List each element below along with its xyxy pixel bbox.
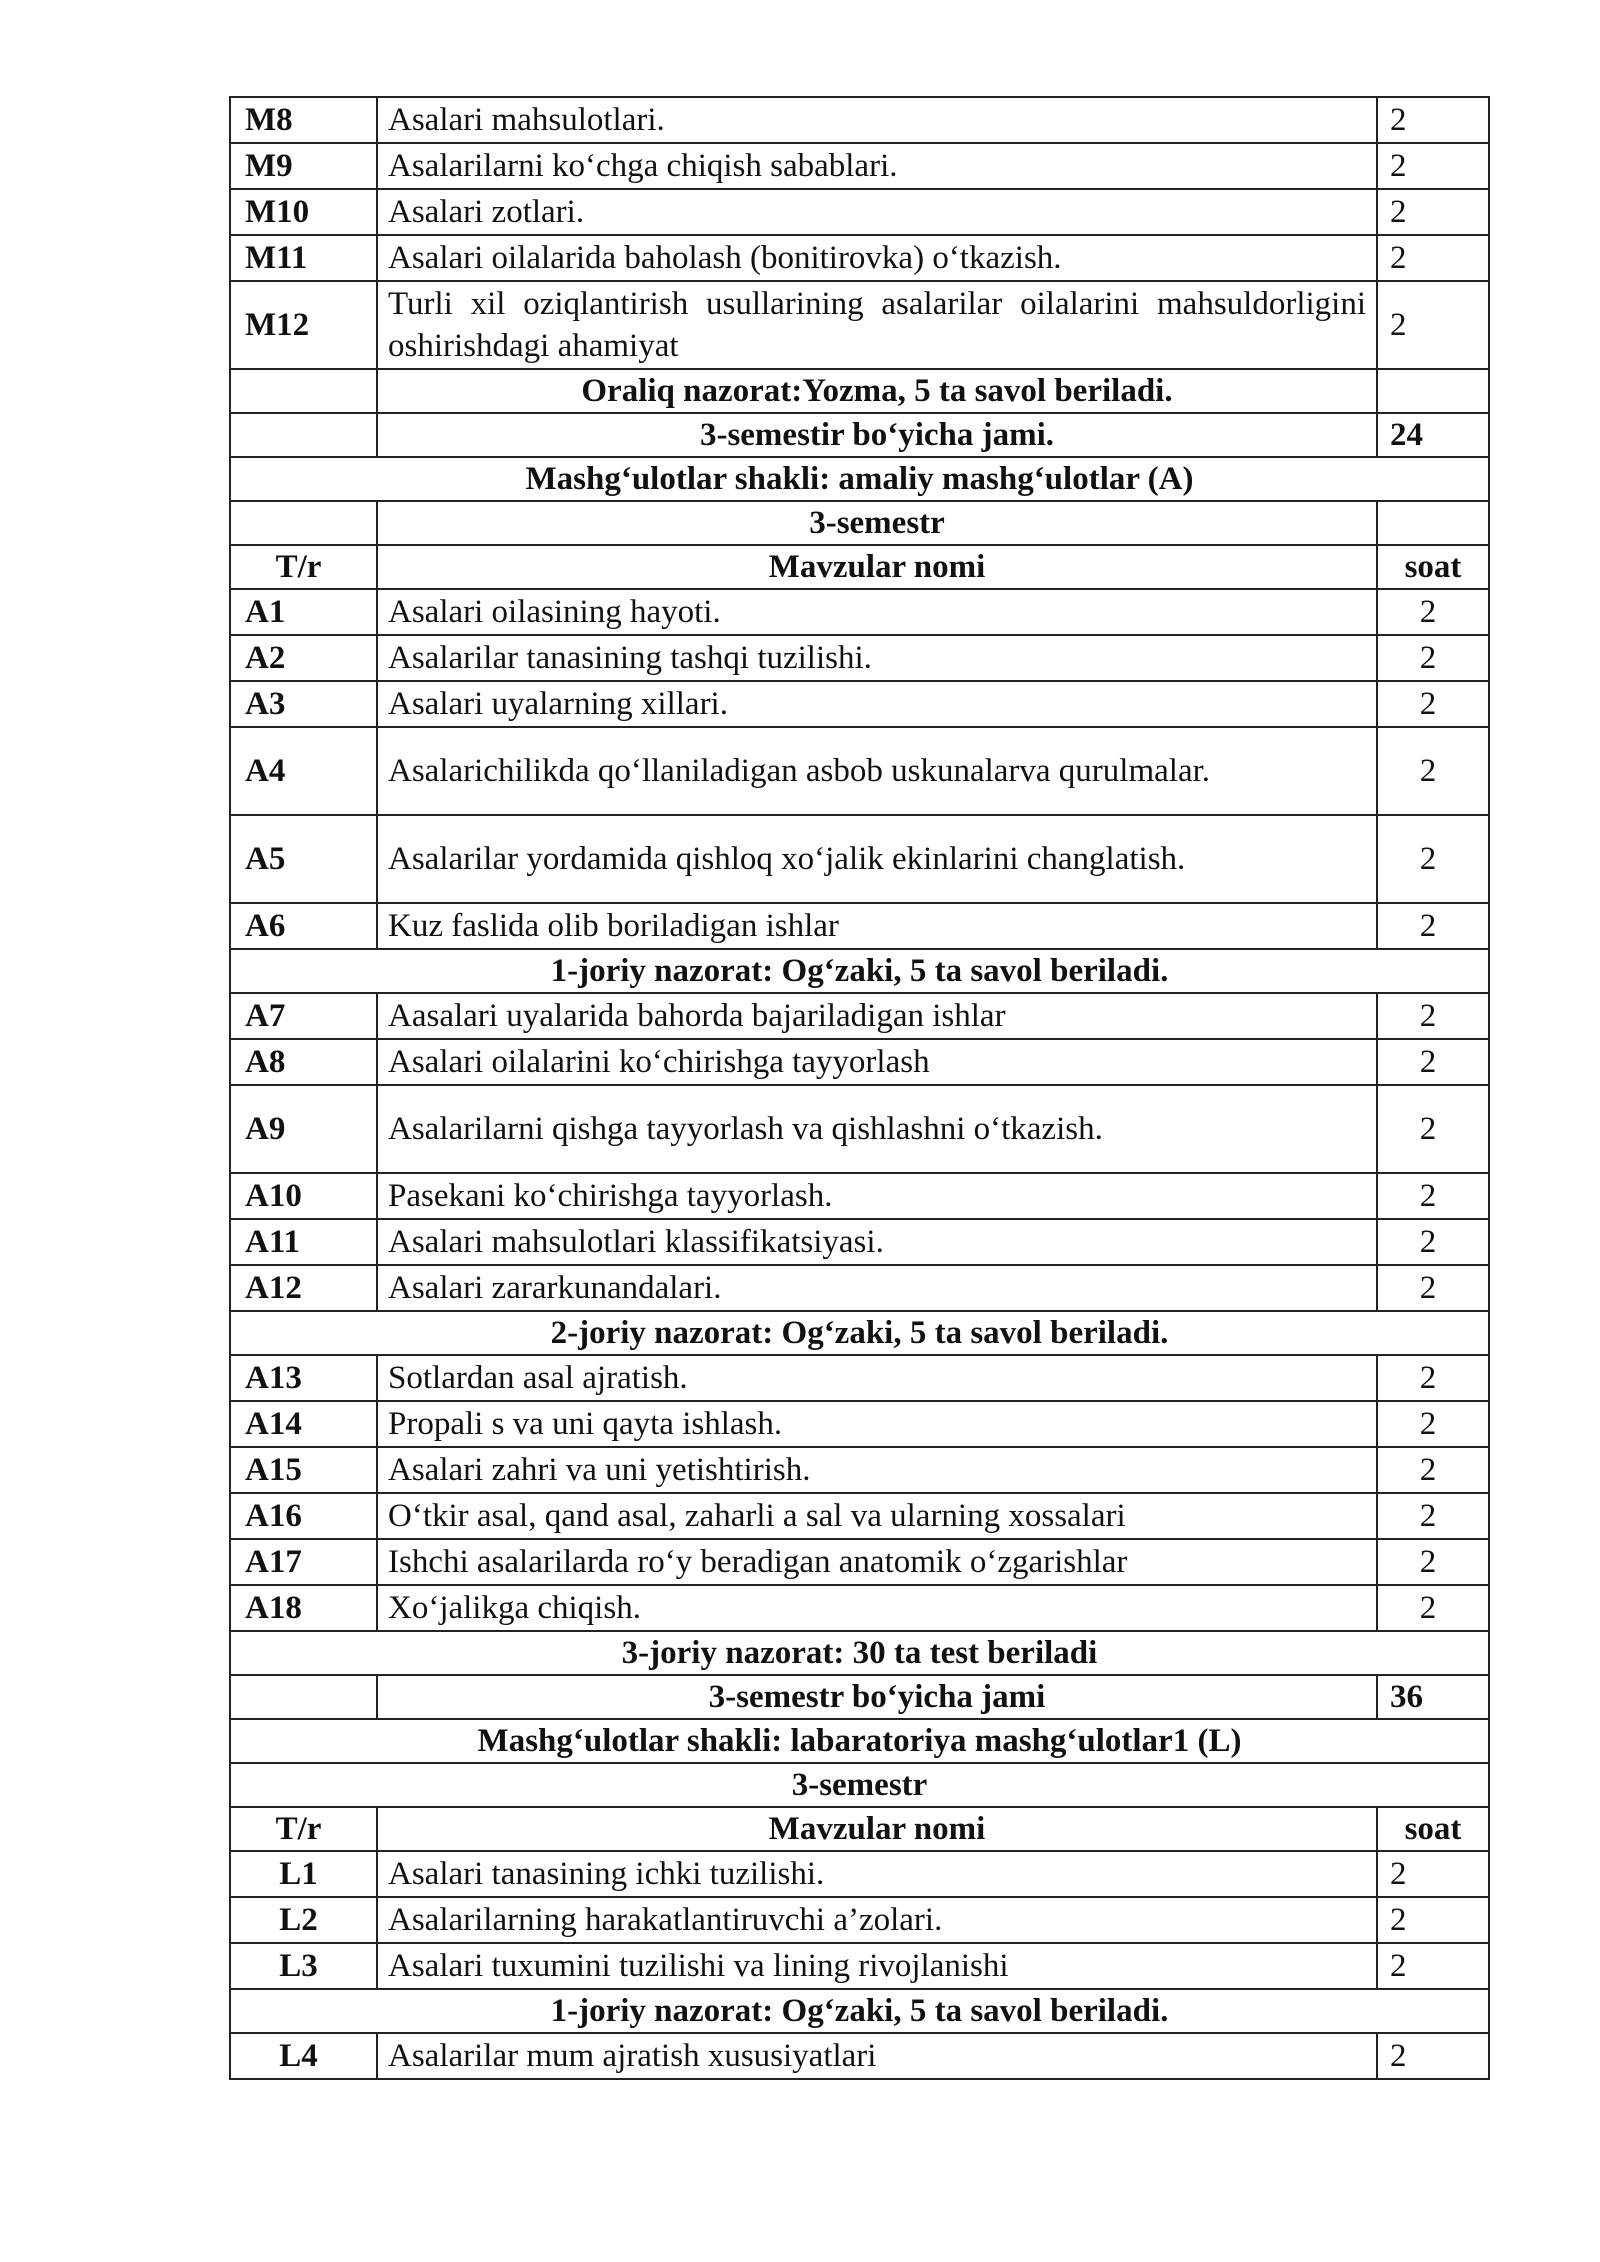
section-label-cell: Oraliq nazorat:Yozma, 5 ta savol beriladi. xyxy=(377,369,1377,413)
table-row xyxy=(230,1265,1489,1311)
table-row xyxy=(230,369,1489,413)
topic-id-cell: M8 xyxy=(230,97,377,143)
table-row xyxy=(230,1219,1489,1265)
topic-title-cell: Asalari uyalarning xillari. xyxy=(377,681,1377,727)
table-row xyxy=(230,681,1489,727)
table-row xyxy=(230,545,1489,589)
section-heading-cell: Mashg‘ulotlar shakli: amaliy mashg‘ulotlar (A) xyxy=(230,457,1489,501)
topic-id-cell: A7 xyxy=(230,993,377,1039)
topic-id-cell: A3 xyxy=(230,681,377,727)
topic-id-cell: A1 xyxy=(230,589,377,635)
hours-cell: 2 xyxy=(1377,1173,1489,1219)
table-row xyxy=(230,727,1489,815)
topic-id-cell: M11 xyxy=(230,235,377,281)
topic-id-cell: A8 xyxy=(230,1039,377,1085)
hours-cell: 2 xyxy=(1377,681,1489,727)
topic-title-cell: Asalarilarning harakatlantiruvchi a’zolari. xyxy=(377,1897,1377,1943)
topic-title-cell: Ishchi asalarilarda ro‘y beradigan anatomik o‘zgarishlar xyxy=(377,1539,1377,1585)
topic-title-cell: Asalarilarni ko‘chga chiqish sabablari. xyxy=(377,143,1377,189)
table-row xyxy=(230,1897,1489,1943)
section-heading-cell: 3-joriy nazorat: 30 ta test beriladi xyxy=(230,1631,1489,1675)
column-header-hours: soat xyxy=(1377,1807,1489,1851)
section-heading-cell: 3-semestr xyxy=(230,1763,1489,1807)
empty-cell xyxy=(230,369,377,413)
curriculum-table xyxy=(229,96,1490,2080)
table-row xyxy=(230,1173,1489,1219)
column-header-topics: Mavzular nomi xyxy=(377,545,1377,589)
table-row xyxy=(230,1631,1489,1675)
empty-cell xyxy=(230,1675,377,1719)
empty-cell xyxy=(230,413,377,457)
section-hours-cell: 24 xyxy=(1377,413,1489,457)
table-row xyxy=(230,1851,1489,1897)
topic-id-cell: A10 xyxy=(230,1173,377,1219)
table-row xyxy=(230,413,1489,457)
section-heading-cell: 1-joriy nazorat: Og‘zaki, 5 ta savol beriladi. xyxy=(230,949,1489,993)
section-hours-cell xyxy=(1377,369,1489,413)
table-row xyxy=(230,1493,1489,1539)
section-heading-cell: 2-joriy nazorat: Og‘zaki, 5 ta savol beriladi. xyxy=(230,1311,1489,1355)
topic-id-cell: L3 xyxy=(230,1943,377,1989)
topic-title-cell: Asalari zararkunandalari. xyxy=(377,1265,1377,1311)
topic-id-cell: A16 xyxy=(230,1493,377,1539)
topic-title-cell: Asalari mahsulotlari klassifikatsiyasi. xyxy=(377,1219,1377,1265)
topic-title-cell: Asalari oilalarida baholash (bonitirovka) o‘tkazish. xyxy=(377,235,1377,281)
table-row xyxy=(230,1311,1489,1355)
topic-title-cell: Asalari oilasining hayoti. xyxy=(377,589,1377,635)
table-row xyxy=(230,457,1489,501)
hours-cell: 2 xyxy=(1377,1943,1489,1989)
section-hours-cell: 36 xyxy=(1377,1675,1489,1719)
table-row xyxy=(230,1401,1489,1447)
table-row xyxy=(230,815,1489,903)
column-header-number: T/r xyxy=(230,1807,377,1851)
topic-title-cell: Propali s va uni qayta ishlash. xyxy=(377,1401,1377,1447)
topic-id-cell: M10 xyxy=(230,189,377,235)
table-row xyxy=(230,903,1489,949)
table-row xyxy=(230,1943,1489,1989)
table-row xyxy=(230,1355,1489,1401)
hours-cell: 2 xyxy=(1377,1539,1489,1585)
topic-id-cell: A14 xyxy=(230,1401,377,1447)
hours-cell: 2 xyxy=(1377,1401,1489,1447)
table-row xyxy=(230,1085,1489,1173)
topic-title-cell: Asalarilarni qishga tayyorlash va qishlashni o‘tkazish. xyxy=(377,1085,1377,1173)
topic-title-cell: Asalari mahsulotlari. xyxy=(377,97,1377,143)
column-header-topics: Mavzular nomi xyxy=(377,1807,1377,1851)
topic-id-cell: L2 xyxy=(230,1897,377,1943)
topic-id-cell: L4 xyxy=(230,2033,377,2079)
topic-title-cell: Asalarilar mum ajratish xususiyatlari xyxy=(377,2033,1377,2079)
hours-cell: 2 xyxy=(1377,143,1489,189)
topic-id-cell: A2 xyxy=(230,635,377,681)
topic-title-cell: Asalari tuxumini tuzilishi va lining rivojlanishi xyxy=(377,1943,1377,1989)
section-label-cell: 3-semestir bo‘yicha jami. xyxy=(377,413,1377,457)
table-row xyxy=(230,1763,1489,1807)
empty-cell xyxy=(230,501,377,545)
hours-cell: 2 xyxy=(1377,1265,1489,1311)
table-row xyxy=(230,1447,1489,1493)
topic-id-cell: A4 xyxy=(230,727,377,815)
table-row xyxy=(230,281,1489,369)
topic-id-cell: A12 xyxy=(230,1265,377,1311)
topic-id-cell: L1 xyxy=(230,1851,377,1897)
topic-title-cell: Turli xil oziqlantirish usullarining asalarilar oilalarini mahsuldorligini oshirishdagi ahamiyat xyxy=(377,281,1377,369)
hours-cell: 2 xyxy=(1377,727,1489,815)
topic-id-cell: A15 xyxy=(230,1447,377,1493)
table-row xyxy=(230,1539,1489,1585)
table-row xyxy=(230,1719,1489,1763)
section-heading-cell: Mashg‘ulotlar shakli: labaratoriya mashg‘ulotlar1 (L) xyxy=(230,1719,1489,1763)
hours-cell: 2 xyxy=(1377,189,1489,235)
topic-title-cell: Asalarichilikda qo‘llaniladigan asbob uskunalarva qurulmalar. xyxy=(377,727,1377,815)
hours-cell: 2 xyxy=(1377,235,1489,281)
topic-id-cell: A6 xyxy=(230,903,377,949)
table-row xyxy=(230,993,1489,1039)
table-row xyxy=(230,189,1489,235)
hours-cell: 2 xyxy=(1377,2033,1489,2079)
hours-cell: 2 xyxy=(1377,1039,1489,1085)
topic-id-cell: M9 xyxy=(230,143,377,189)
hours-cell: 2 xyxy=(1377,1851,1489,1897)
topic-title-cell: Sotlardan asal ajratish. xyxy=(377,1355,1377,1401)
table-row xyxy=(230,235,1489,281)
topic-id-cell: A13 xyxy=(230,1355,377,1401)
hours-cell: 2 xyxy=(1377,589,1489,635)
topic-title-cell: Pasekani ko‘chirishga tayyorlash. xyxy=(377,1173,1377,1219)
topic-id-cell: A17 xyxy=(230,1539,377,1585)
column-header-number: T/r xyxy=(230,545,377,589)
hours-cell: 2 xyxy=(1377,97,1489,143)
table-row xyxy=(230,635,1489,681)
table-row xyxy=(230,589,1489,635)
hours-cell: 2 xyxy=(1377,1355,1489,1401)
table-row xyxy=(230,1989,1489,2033)
hours-cell: 2 xyxy=(1377,1219,1489,1265)
hours-cell: 2 xyxy=(1377,1897,1489,1943)
topic-title-cell: Xo‘jalikga chiqish. xyxy=(377,1585,1377,1631)
topic-title-cell: Asalari tanasining ichki tuzilishi. xyxy=(377,1851,1377,1897)
table-row xyxy=(230,1807,1489,1851)
table-row xyxy=(230,97,1489,143)
section-heading-cell: 1-joriy nazorat: Og‘zaki, 5 ta savol beriladi. xyxy=(230,1989,1489,2033)
topic-id-cell: A5 xyxy=(230,815,377,903)
topic-title-cell: Aasalari uyalarida bahorda bajariladigan ishlar xyxy=(377,993,1377,1039)
topic-id-cell: A18 xyxy=(230,1585,377,1631)
topic-title-cell: Asalarilar tanasining tashqi tuzilishi. xyxy=(377,635,1377,681)
topic-title-cell: Asalari zahri va uni yetishtirish. xyxy=(377,1447,1377,1493)
hours-cell: 2 xyxy=(1377,1447,1489,1493)
column-header-hours: soat xyxy=(1377,545,1489,589)
hours-cell: 2 xyxy=(1377,281,1489,369)
hours-cell: 2 xyxy=(1377,635,1489,681)
section-label-cell: 3-semestr bo‘yicha jami xyxy=(377,1675,1377,1719)
topic-title-cell: O‘tkir asal, qand asal, zaharli a sal va ularning xossalari xyxy=(377,1493,1377,1539)
table-row xyxy=(230,143,1489,189)
hours-cell: 2 xyxy=(1377,1085,1489,1173)
topic-id-cell: M12 xyxy=(230,281,377,369)
hours-cell: 2 xyxy=(1377,903,1489,949)
table-row xyxy=(230,1039,1489,1085)
table-row xyxy=(230,501,1489,545)
hours-cell: 2 xyxy=(1377,1585,1489,1631)
table-row xyxy=(230,1585,1489,1631)
topic-title-cell: Asalari oilalarini ko‘chirishga tayyorlash xyxy=(377,1039,1377,1085)
table-row xyxy=(230,1675,1489,1719)
topic-id-cell: A9 xyxy=(230,1085,377,1173)
hours-cell: 2 xyxy=(1377,1493,1489,1539)
hours-cell: 2 xyxy=(1377,993,1489,1039)
topic-title-cell: Asalarilar yordamida qishloq xo‘jalik ekinlarini changlatish. xyxy=(377,815,1377,903)
topic-title-cell: Asalari zotlari. xyxy=(377,189,1377,235)
topic-id-cell: A11 xyxy=(230,1219,377,1265)
topic-title-cell: Kuz faslida olib boriladigan ishlar xyxy=(377,903,1377,949)
section-label-cell: 3-semestr xyxy=(377,501,1377,545)
table-row xyxy=(230,949,1489,993)
section-hours-cell xyxy=(1377,501,1489,545)
table-row xyxy=(230,2033,1489,2079)
hours-cell: 2 xyxy=(1377,815,1489,903)
